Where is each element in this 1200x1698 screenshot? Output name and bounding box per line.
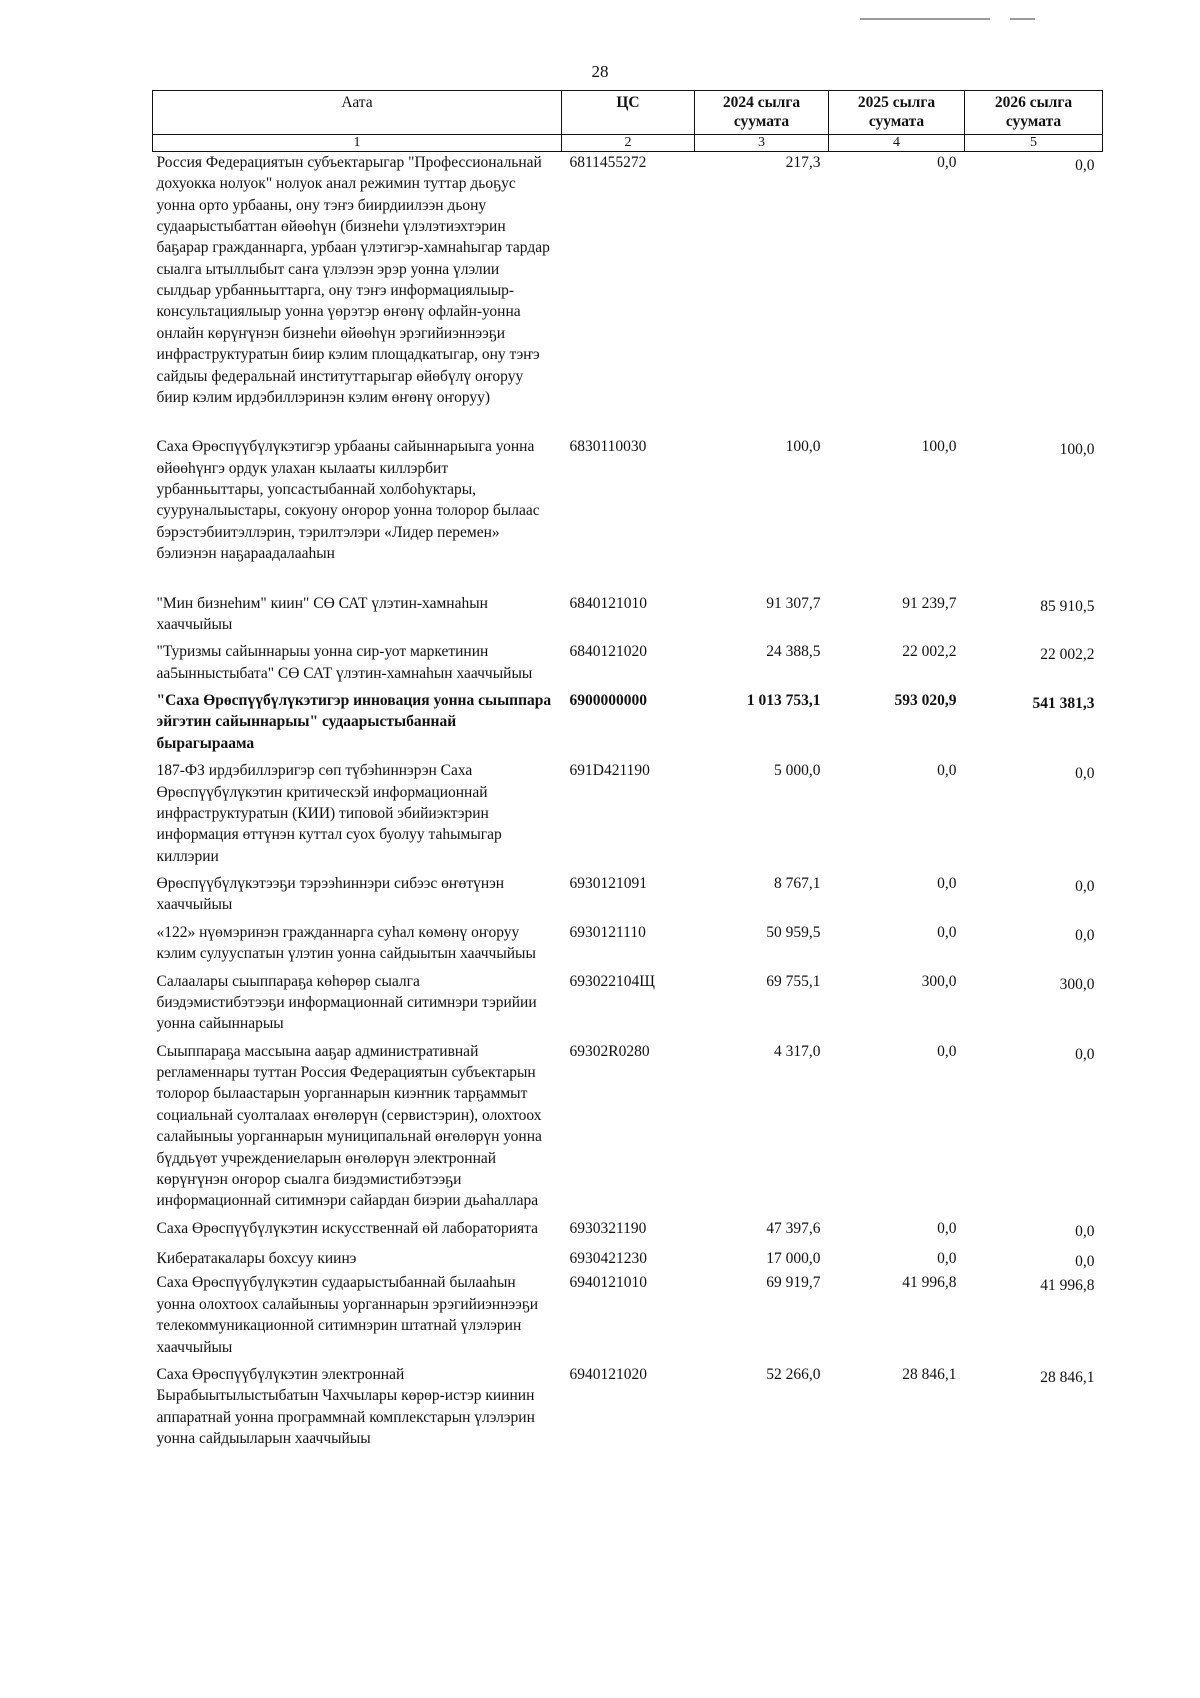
column-number: 4 bbox=[829, 134, 965, 151]
row-value-2025: 300,0 bbox=[921, 972, 957, 990]
row-value-2026: 0,0 bbox=[1075, 1222, 1095, 1240]
row-name: Саха Өрөспүүбүлүкэтигэр урбааны сайыннарыыга уонна өйөөһүнгэ ордук улахан кылааты киллэрбит урбанньыттары, уопсастыбаннай холбоһуктары, сууруналыыстары, сокуону оҥорор уонна толорор былаас бэрэстэбиитэллэрин, тэрилтэлэри «Лидер перемен» бэлиэнэн наҕараадалааһын bbox=[156, 438, 540, 563]
row-value-2026: 28 846,1 bbox=[1040, 1368, 1095, 1386]
row-value-2026: 0,0 bbox=[1075, 878, 1095, 895]
row-cs-code: 6940121010 bbox=[569, 1274, 647, 1292]
row-cs-code: 69302R0280 bbox=[569, 1042, 650, 1060]
row-name: "Саха Өрөспүүбүлүкэтигэр инновация уонна сыыппара эйгэтин сайыннарыы" судаарыстыбаннай бырагыраама bbox=[156, 692, 552, 752]
row-value-2024: 69 919,7 bbox=[766, 1274, 821, 1292]
row-value-2024: 8 767,1 bbox=[774, 875, 821, 892]
row-value-2024: 1 013 753,1 bbox=[746, 692, 821, 709]
table-row bbox=[153, 1272, 1103, 1364]
header-cs: ЦС bbox=[562, 91, 695, 135]
row-value-2024: 69 755,1 bbox=[766, 972, 821, 990]
row-value-2026: 41 996,8 bbox=[1040, 1277, 1095, 1295]
row-name: Саха Өрөспүүбүлүкэтин искусственнай өй лабораторията bbox=[156, 1219, 538, 1237]
row-cs-code: 6830110030 bbox=[569, 438, 647, 456]
row-value-2026: 300,0 bbox=[1059, 975, 1095, 993]
row-value-2026: 0,0 bbox=[1075, 1253, 1095, 1270]
row-value-2024: 47 397,6 bbox=[766, 1219, 821, 1237]
table-row-program-total bbox=[153, 690, 1103, 760]
row-value-2025: 0,0 bbox=[937, 923, 957, 941]
row-cs-code: 6930121110 bbox=[569, 923, 646, 941]
row-name: Саха Өрөспүүбүлүкэтин электроннай Бырабыытылыстыбатын Чахчылары көрөр-истэр киинин аппаратнай уонна программнай комплекстарын үлэлэрин уонна сайдыыларын хааччыйыы bbox=[156, 1365, 535, 1447]
table-row bbox=[153, 1248, 1103, 1272]
row-value-2024: 5 000,0 bbox=[774, 762, 821, 780]
row-cs-code: 6900000000 bbox=[569, 692, 647, 709]
row-name: Салаалары сыыппараҕа көһөрөр сыалга биэдэмистибэтээҕи информационнай ситимнэри тэрийии уонна сайыннарыы bbox=[156, 972, 537, 1033]
row-value-2026: 0,0 bbox=[1075, 1045, 1095, 1063]
table-header-row bbox=[153, 91, 1103, 135]
row-value-2026: 22 002,2 bbox=[1040, 646, 1095, 664]
row-cs-code: 6930121091 bbox=[569, 875, 647, 892]
row-name: Өрөспүүбүлүкэтээҕи тэрээһиннэри сибээс өҥөтүнэн хааччыйыы bbox=[156, 875, 505, 914]
row-value-2025: 0,0 bbox=[937, 1219, 957, 1237]
row-value-2025: 0,0 bbox=[937, 1042, 957, 1060]
row-value-2025: 593 020,9 bbox=[894, 692, 957, 709]
row-cs-code: 691D421190 bbox=[569, 762, 650, 780]
row-name: "Мин бизнеһим" киин" СӨ САТ үлэтин-хамнаһын хааччыйыы bbox=[156, 594, 488, 633]
header-2026: 2026 сылга суумата bbox=[965, 91, 1103, 135]
table-row bbox=[153, 593, 1103, 642]
row-value-2025: 22 002,2 bbox=[902, 643, 957, 661]
row-name: Россия Федерациятын субъектарыгар "Профессиональнай дохуокка нолуок" нолуок анал режимин туттар дьоҕус уонна орто урбааны, ону тэҥэ биирдиилээн дьону судаарыстыбаттан өйөөһүн (бизнеһи үлэлэтиэхтэрин баҕарар гражданнарга, урбаан үлэтигэр-хамнаһыгар тардар сыалга ытыллыбыт саҥа үлэлээн эрэр уонна үлэлии сылдьар урбанньыттарга, ону тэҥэ информациялыыр-консультациялыыр уонна үөрэтэр өҥөнү офлайн-уонна онлайн көрүҥүнэн бизнеһи өйөөһүн эрэгийиэннээҕи инфраструктуратын биир кэлим площадкатыгар, ону тэҥэ сайдыы федеральнай институттарыгар өйөбүлү оҥоруу биир кэлим ирдэбиллэринэн кэлим өҥөнү оҥоруу) bbox=[156, 153, 550, 406]
row-name: «122» нүөмэринэн гражданнарга суһал көмөнү оҥоруу кэлим сулууспатын үлэтин уонна сайдыытын хааччыйыы bbox=[156, 923, 536, 963]
row-value-2025: 41 996,8 bbox=[902, 1274, 957, 1292]
row-value-2025: 100,0 bbox=[921, 438, 957, 456]
row-value-2026: 0,0 bbox=[1075, 926, 1095, 944]
row-value-2026: 0,0 bbox=[1075, 156, 1095, 174]
table-row bbox=[153, 1364, 1103, 1450]
row-value-2025: 0,0 bbox=[937, 875, 957, 892]
header-name: Аата bbox=[153, 91, 562, 135]
row-value-2026: 541 381,3 bbox=[1032, 695, 1095, 712]
row-value-2024: 17 000,0 bbox=[766, 1250, 821, 1267]
table-row bbox=[153, 1041, 1103, 1218]
header-2024: 2024 сылга суумата bbox=[695, 91, 829, 135]
row-name: Кибератакалары бохсуу киинэ bbox=[156, 1250, 357, 1267]
scan-artifact-mark bbox=[860, 18, 990, 20]
row-cs-code: 6930321190 bbox=[569, 1219, 647, 1237]
page-number: 28 bbox=[591, 62, 609, 81]
row-cs-code: 6940121020 bbox=[569, 1365, 647, 1383]
row-name: 187-ФЗ ирдэбиллэригэр сөп түбэһиннэрэн Саха Өрөспүүбүлүкэтин критическэй информационнай инфраструктуратын (КИИ) типовой эбийиэктэрин информация өттүнэн куттал суох буолуу таһымыгар киллэрии bbox=[156, 762, 502, 865]
table-row bbox=[153, 641, 1103, 690]
row-value-2024: 100,0 bbox=[785, 438, 821, 456]
table-row bbox=[153, 151, 1103, 436]
row-cs-code: 6930421230 bbox=[569, 1250, 647, 1267]
scan-artifact-mark-small bbox=[1010, 18, 1035, 20]
table-row bbox=[153, 436, 1103, 592]
row-value-2024: 52 266,0 bbox=[766, 1365, 821, 1383]
row-cs-code: 6811455272 bbox=[569, 153, 647, 171]
row-value-2024: 217,3 bbox=[785, 153, 821, 171]
row-value-2025: 28 846,1 bbox=[902, 1365, 957, 1383]
row-value-2024: 50 959,5 bbox=[766, 923, 821, 941]
row-cs-code: 693022104Щ bbox=[569, 972, 655, 990]
header-2025: 2025 сылга суумата bbox=[829, 91, 965, 135]
table-row bbox=[153, 760, 1103, 873]
column-number: 1 bbox=[153, 134, 562, 151]
row-value-2026: 100,0 bbox=[1059, 441, 1095, 459]
row-cs-code: 6840121020 bbox=[569, 643, 647, 661]
row-value-2026: 0,0 bbox=[1075, 765, 1095, 783]
row-value-2025: 91 239,7 bbox=[902, 594, 957, 612]
row-value-2025: 0,0 bbox=[937, 153, 957, 171]
row-value-2025: 0,0 bbox=[937, 1250, 957, 1267]
row-value-2025: 0,0 bbox=[937, 762, 957, 780]
column-number: 5 bbox=[965, 134, 1103, 151]
row-value-2026: 85 910,5 bbox=[1040, 597, 1095, 615]
column-number: 3 bbox=[695, 134, 829, 151]
row-value-2024: 24 388,5 bbox=[766, 643, 821, 661]
table-row bbox=[153, 873, 1103, 922]
row-name: Сыыппараҕа массыына ааҕар административнай регламеннары туттан Россия Федерациятын субъектарын толорор былаастарын уорганнарын киэҥник тарҕаммыт социальнай суолталаах өҥөлөрүн (сервистэрин), олохтоох салайыныы уорганнарын муниципальнай өҥөлөрүн уонна бүддьүөт учреждениеларын өҥөлөрүн электроннай көрүҥүнэн оҥорор сыалга биэдэмистибэтээҕи информационнай ситимнэри сайардан биэрии дьаһаллара bbox=[156, 1042, 542, 1210]
row-cs-code: 6840121010 bbox=[569, 594, 647, 612]
row-name: Саха Өрөспүүбүлүкэтин судаарыстыбаннай былааһын уонна олохтоох салайыныы уорганнарын эрэгийиэннээҕи телекоммуникационной ситимнэрин штатнай үлэлэрин хааччыйыы bbox=[156, 1274, 539, 1356]
table-row bbox=[153, 922, 1103, 971]
column-number: 2 bbox=[562, 134, 695, 151]
row-value-2024: 4 317,0 bbox=[774, 1042, 821, 1060]
table-row bbox=[153, 1218, 1103, 1248]
table-row bbox=[153, 971, 1103, 1041]
row-name: "Туризмы сайыннарыы уонна сир-уот маркетинин аа5ынныстыбата" СӨ САТ үлэтин-хамнаһын хааччыйыы bbox=[156, 643, 533, 682]
table-column-number-row bbox=[153, 134, 1103, 151]
budget-table bbox=[152, 90, 1103, 1449]
row-value-2024: 91 307,7 bbox=[766, 594, 821, 612]
